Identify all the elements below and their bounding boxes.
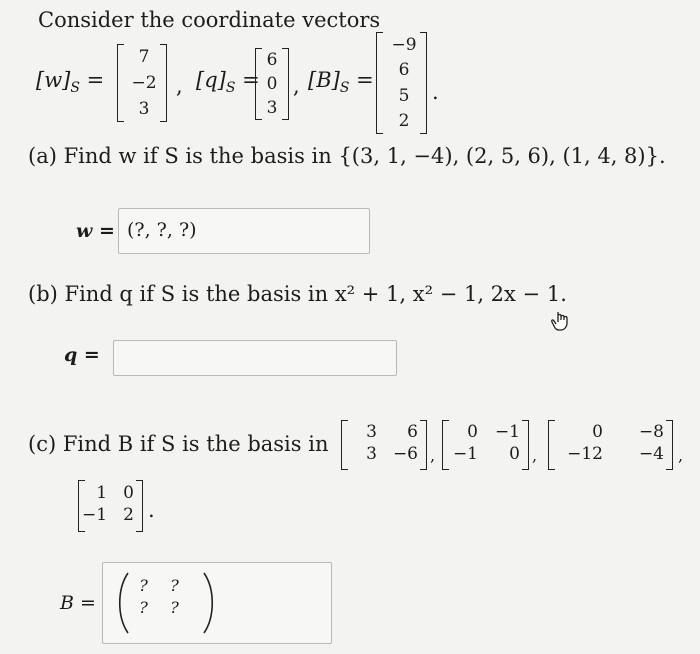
right-paren-icon: [201, 571, 217, 635]
period: .: [432, 80, 439, 104]
part-c-prompt: (c) Find B if S is the basis in: [28, 432, 329, 456]
basis-matrix-4: 1 0 −1 2: [82, 483, 134, 525]
period: .: [148, 498, 155, 522]
B-vector-label: $[B]_S$ =: [308, 68, 374, 96]
part-a-prompt: (a) Find w if S is the basis in {(3, 1, −4), (2, 5, 6), (1, 4, 8)}.: [28, 144, 666, 168]
q-vector-label: $[q]_S$ =: [196, 68, 260, 96]
basis-matrix-1: 3 6 3 −6: [366, 422, 418, 464]
q-vector: 6 0 3: [266, 50, 278, 118]
comma: ,: [293, 74, 300, 98]
part-b-prompt: (b) Find q if S is the basis in x² + 1, x² − 1, 2x − 1.: [28, 282, 567, 306]
comma: ,: [678, 446, 684, 465]
B-answer-matrix: ? ? ? ?: [139, 576, 179, 617]
w-vector-label: $[w]_S$ =: [36, 68, 105, 96]
w-bracket-right: [160, 44, 167, 122]
comma: ,: [430, 446, 436, 465]
hand-pointer-icon: [550, 310, 572, 332]
left-paren-icon: [115, 571, 131, 635]
comma: ,: [532, 446, 538, 465]
w-vector: 7 −2 3: [131, 47, 157, 119]
q-bracket-right: [282, 48, 289, 120]
B-bracket-right: [420, 32, 427, 134]
part-b-lhs: q =: [64, 344, 100, 366]
B-bracket-left: [376, 32, 383, 134]
matrix-1-bracket-right: [420, 420, 427, 470]
basis-matrix-3: 0 −8 −12 −4: [567, 422, 664, 464]
matrix-2-bracket-right: [522, 420, 529, 470]
matrix-3-bracket-right: [666, 420, 673, 470]
B-answer-field[interactable]: [102, 562, 332, 644]
w-answer-field[interactable]: [118, 208, 370, 254]
basis-matrix-2: 0 −1 −1 0: [452, 422, 520, 464]
part-c-lhs: B =: [60, 592, 96, 614]
q-answer-field[interactable]: [113, 340, 397, 376]
w-answer-value: (?, ?, ?): [127, 219, 197, 241]
comma: ,: [176, 74, 183, 98]
matrix-4-bracket-right: [136, 480, 143, 532]
part-a-lhs: w =: [76, 220, 115, 242]
w-bracket-left: [117, 44, 124, 122]
intro-text: Consider the coordinate vectors: [38, 8, 381, 32]
B-vector: −9 6 5 2: [391, 34, 417, 132]
